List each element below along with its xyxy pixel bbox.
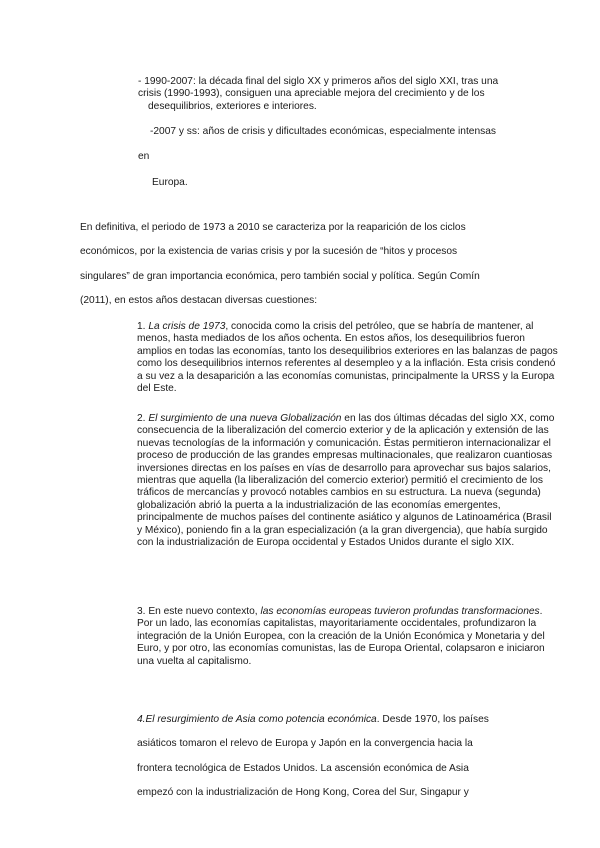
point-2-number: 2. bbox=[137, 413, 146, 424]
point-4 bbox=[137, 708, 567, 806]
intro-line-4: (2011), en estos años destacan diversas cuestiones: bbox=[80, 295, 318, 307]
list-item-2007-line1: -2007 y ss: años de crisis y dificultades económicas, especialmente intensas bbox=[150, 126, 496, 137]
point-2-title: El surgimiento de una nueva Globalización bbox=[148, 413, 342, 424]
point-1-title: La crisis de 1973 bbox=[148, 321, 226, 332]
list-item-1990-2007-line1: - 1990-2007: la década final del siglo XX y primeros años del siglo XXI, tras una bbox=[138, 76, 499, 87]
intro-paragraph bbox=[80, 216, 570, 314]
point-3 bbox=[137, 606, 558, 668]
point-1-number: 1. bbox=[137, 321, 146, 332]
point-3-lead: 3. En este nuevo contexto, bbox=[137, 606, 261, 617]
point-3-text: . Por un lado, las economías capitalistas, mayoritariamente occidentales, profundizaron la integración de la Unión Europea, con la creación de la Unión Económica y Monetaria y del Euro, y por otro, las economías comunistas, las de Europa Oriental, colapsaron e iniciaron una vuelta al capitalismo. bbox=[137, 606, 545, 667]
list-item-1990-2007-line3: desequilibrios, exteriores e interiores. bbox=[148, 100, 317, 112]
list-item-1990-2007 bbox=[138, 76, 558, 113]
point-4-title: 4.El resurgimiento de Asia como potencia económica bbox=[137, 714, 377, 725]
intro-line-1: En definitiva, el periodo de 1973 a 2010 se caracteriza por la reaparición de los ciclos bbox=[80, 222, 466, 233]
list-item-2007-line3: Europa. bbox=[152, 177, 188, 188]
point-4-line-4: empezó con la industrialización de Hong Kong, Corea del Sur, Singapur y bbox=[137, 787, 469, 799]
point-4-text: . Desde 1970, los países bbox=[376, 714, 489, 725]
point-1-text: , conocida como la crisis del petróleo, que se habría de mantener, al menos, hasta mediados de los años ochenta. En estos años, los desequilibrios fueron amplios en todas las economías, tanto los desequilibrios exteriores en las balanzas de pagos como los desequilibrios internos referentes al desempleo y a la inflación. Esta crisis condenó a su vez a la desaparición a las economías comunistas, principalmente la URSS y la Europa del Este. bbox=[137, 321, 558, 395]
point-4-line-3: frontera tecnológica de Estados Unidos. La ascensión económica de Asia bbox=[137, 762, 469, 774]
point-3-title: las economías europeas tuvieron profundas transformaciones bbox=[260, 606, 540, 617]
point-1 bbox=[137, 321, 558, 395]
intro-line-2: económicos, por la existencia de varias crisis y por la sucesión de “hitos y procesos bbox=[80, 246, 458, 258]
point-4-line-2: asiáticos tomaron el relevo de Europa y Japón en la convergencia hacia la bbox=[137, 738, 473, 750]
intro-line-3: singulares” de gran importancia económica, pero también social y política. Según Comín bbox=[80, 270, 480, 282]
point-4-line-1 bbox=[137, 708, 567, 732]
point-2-text: en las dos últimas décadas del siglo XX, como consecuencia de la liberalización del comercio exterior y de la aplicación y extensión de las nuevas tecnologías de la información y comunicación. Éstas permitieron internacionalizar el proceso de producción de las grandes empresas multinacionales, que realizaron cuantiosas inversiones directas en los países en vías de desarrollo para aprovechar sus bajos salarios, mientras que aquella (la liberalización del comercio exterior) permitió el crecimiento de los tráficos de mercancías y provocó notables cambios en su estructura. La nueva (segunda) globalización abrió la puerta a la industrialización de las economías emergentes, principalmente de muchos países del continente asiático y algunos de Latinoamérica (Brasil y México), poniendo fin a la gran especialización (a la gran divergencia), que había surgido con la industrialización de Europa occidental y Estados Unidos durante el siglo XIX. bbox=[137, 413, 555, 549]
list-item-1990-2007-line2: crisis (1990-1993), consiguen una apreciable mejora del crecimiento y de los bbox=[138, 88, 485, 100]
list-item-2007-line2: en bbox=[138, 151, 150, 162]
point-2 bbox=[137, 413, 558, 549]
